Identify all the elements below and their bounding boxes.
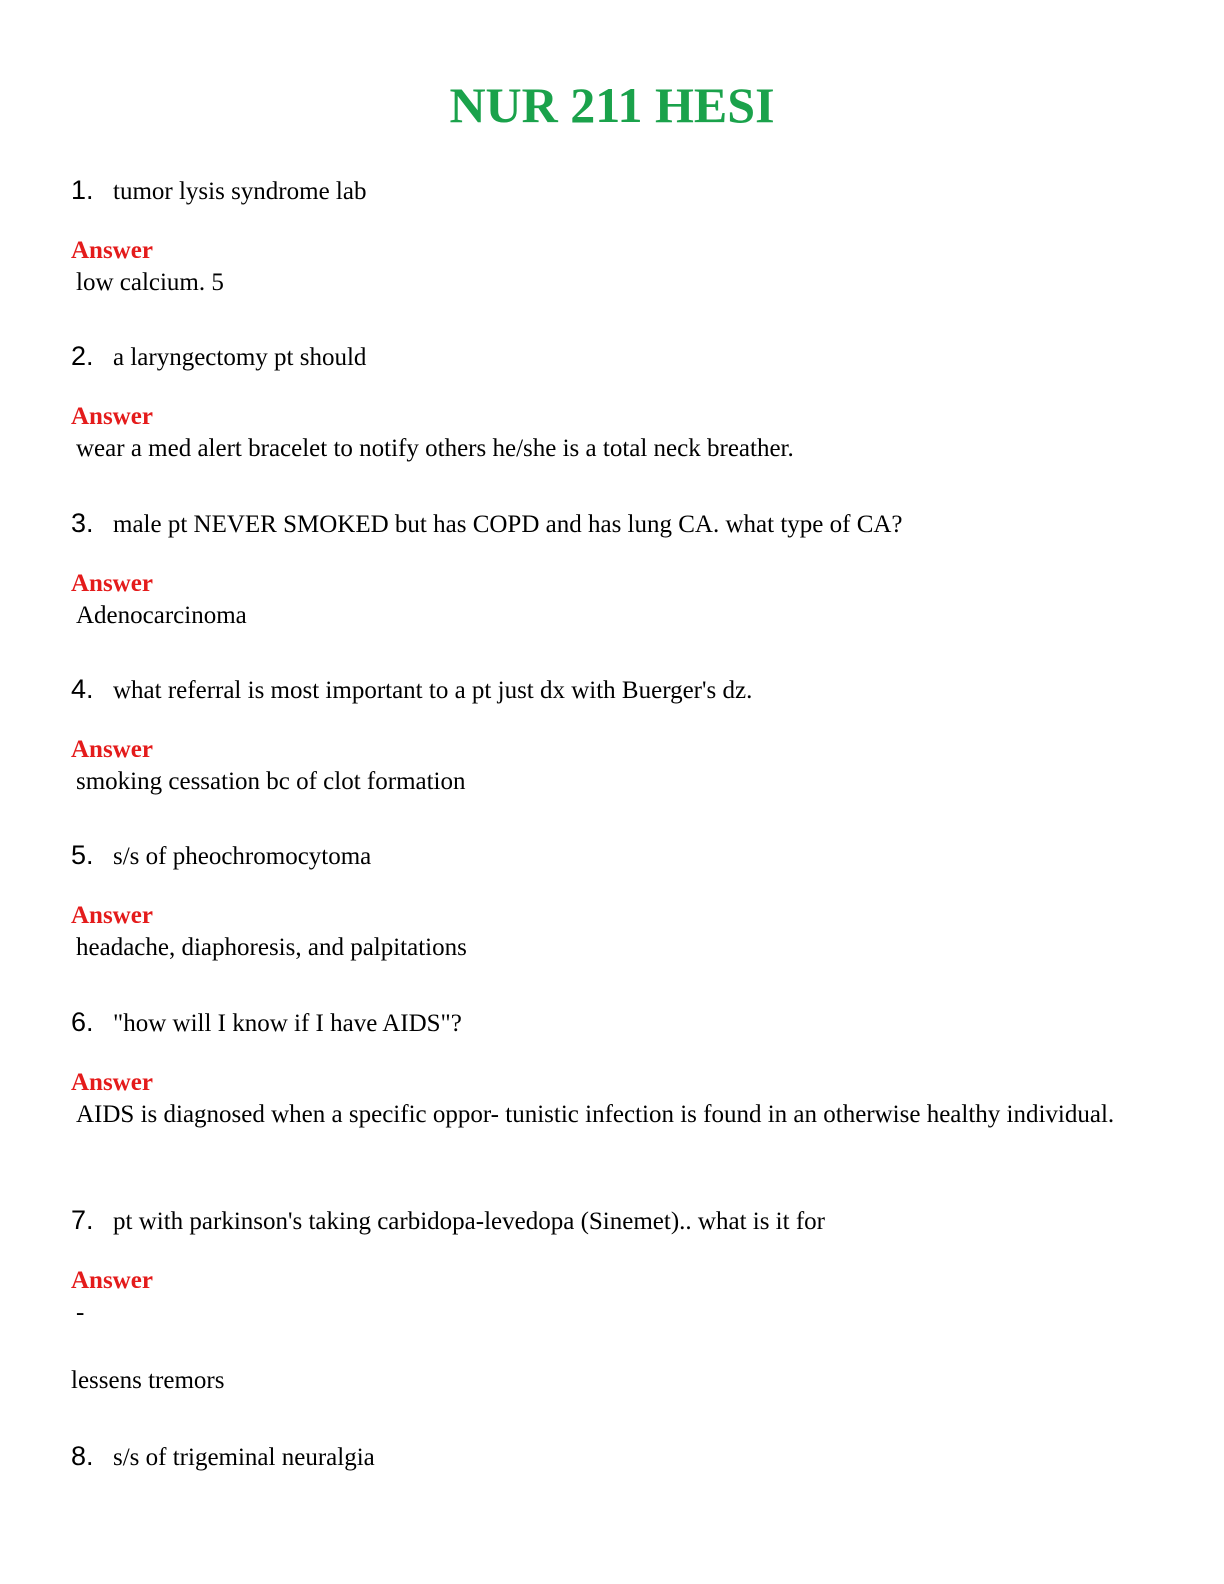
question-number: 7. <box>71 1205 94 1235</box>
qa-item-3 <box>71 506 1151 632</box>
page-title: NUR 211 HESI <box>449 77 775 133</box>
question-8 <box>71 1439 1151 1473</box>
answer-text: - <box>76 1299 85 1326</box>
question-4 <box>71 672 1151 706</box>
question-number: 8. <box>71 1441 94 1471</box>
answer-text-continued: lessens tremors <box>71 1367 225 1394</box>
answer-text: wear a med alert bracelet to notify others he/she is a total neck breather. <box>76 435 794 462</box>
answer-label: Answer <box>71 237 153 264</box>
answer-label: Answer <box>71 902 153 929</box>
qa-item-6 <box>71 1005 1151 1131</box>
question-5 <box>71 838 1151 872</box>
answer-label: Answer <box>71 1069 153 1096</box>
question-text: what referral is most important to a pt just dx with Buerger's dz. <box>113 677 753 704</box>
question-6 <box>71 1005 1151 1039</box>
answer-text: AIDS is diagnosed when a specific oppor- tunistic infection is found in an otherwise healthy individual. <box>76 1101 1115 1128</box>
question-number: 2. <box>71 341 94 371</box>
answer-label: Answer <box>71 403 153 430</box>
answer-label: Answer <box>71 1267 153 1294</box>
qa-item-7 <box>71 1203 1151 1397</box>
qa-item-1 <box>71 173 1151 299</box>
question-number: 4. <box>71 674 94 704</box>
question-3 <box>71 506 1151 540</box>
question-2 <box>71 339 1151 373</box>
qa-item-4 <box>71 672 1151 798</box>
qa-item-8 <box>71 1439 1151 1473</box>
question-text: male pt NEVER SMOKED but has COPD and has lung CA. what type of CA? <box>113 511 903 538</box>
question-number: 3. <box>71 508 94 538</box>
question-text: a laryngectomy pt should <box>113 344 367 371</box>
question-text: s/s of pheochromocytoma <box>113 843 372 870</box>
question-number: 6. <box>71 1007 94 1037</box>
question-text: tumor lysis syndrome lab <box>113 178 367 205</box>
answer-label: Answer <box>71 736 153 763</box>
question-text: "how will I know if I have AIDS"? <box>113 1010 462 1037</box>
question-text: pt with parkinson's taking carbidopa-levedopa (Sinemet).. what is it for <box>113 1208 825 1235</box>
answer-text: headache, diaphoresis, and palpitations <box>76 934 467 961</box>
qa-item-5 <box>71 838 1151 964</box>
answer-text: Adenocarcinoma <box>76 602 247 629</box>
question-number: 1. <box>71 175 94 205</box>
answer-text: low calcium. 5 <box>76 269 224 296</box>
answer-label: Answer <box>71 570 153 597</box>
question-text: s/s of trigeminal neuralgia <box>113 1444 375 1471</box>
answer-text: smoking cessation bc of clot formation <box>76 768 466 795</box>
question-1 <box>71 173 1151 207</box>
question-7 <box>71 1203 1151 1237</box>
question-number: 5. <box>71 840 94 870</box>
qa-item-2 <box>71 339 1151 465</box>
